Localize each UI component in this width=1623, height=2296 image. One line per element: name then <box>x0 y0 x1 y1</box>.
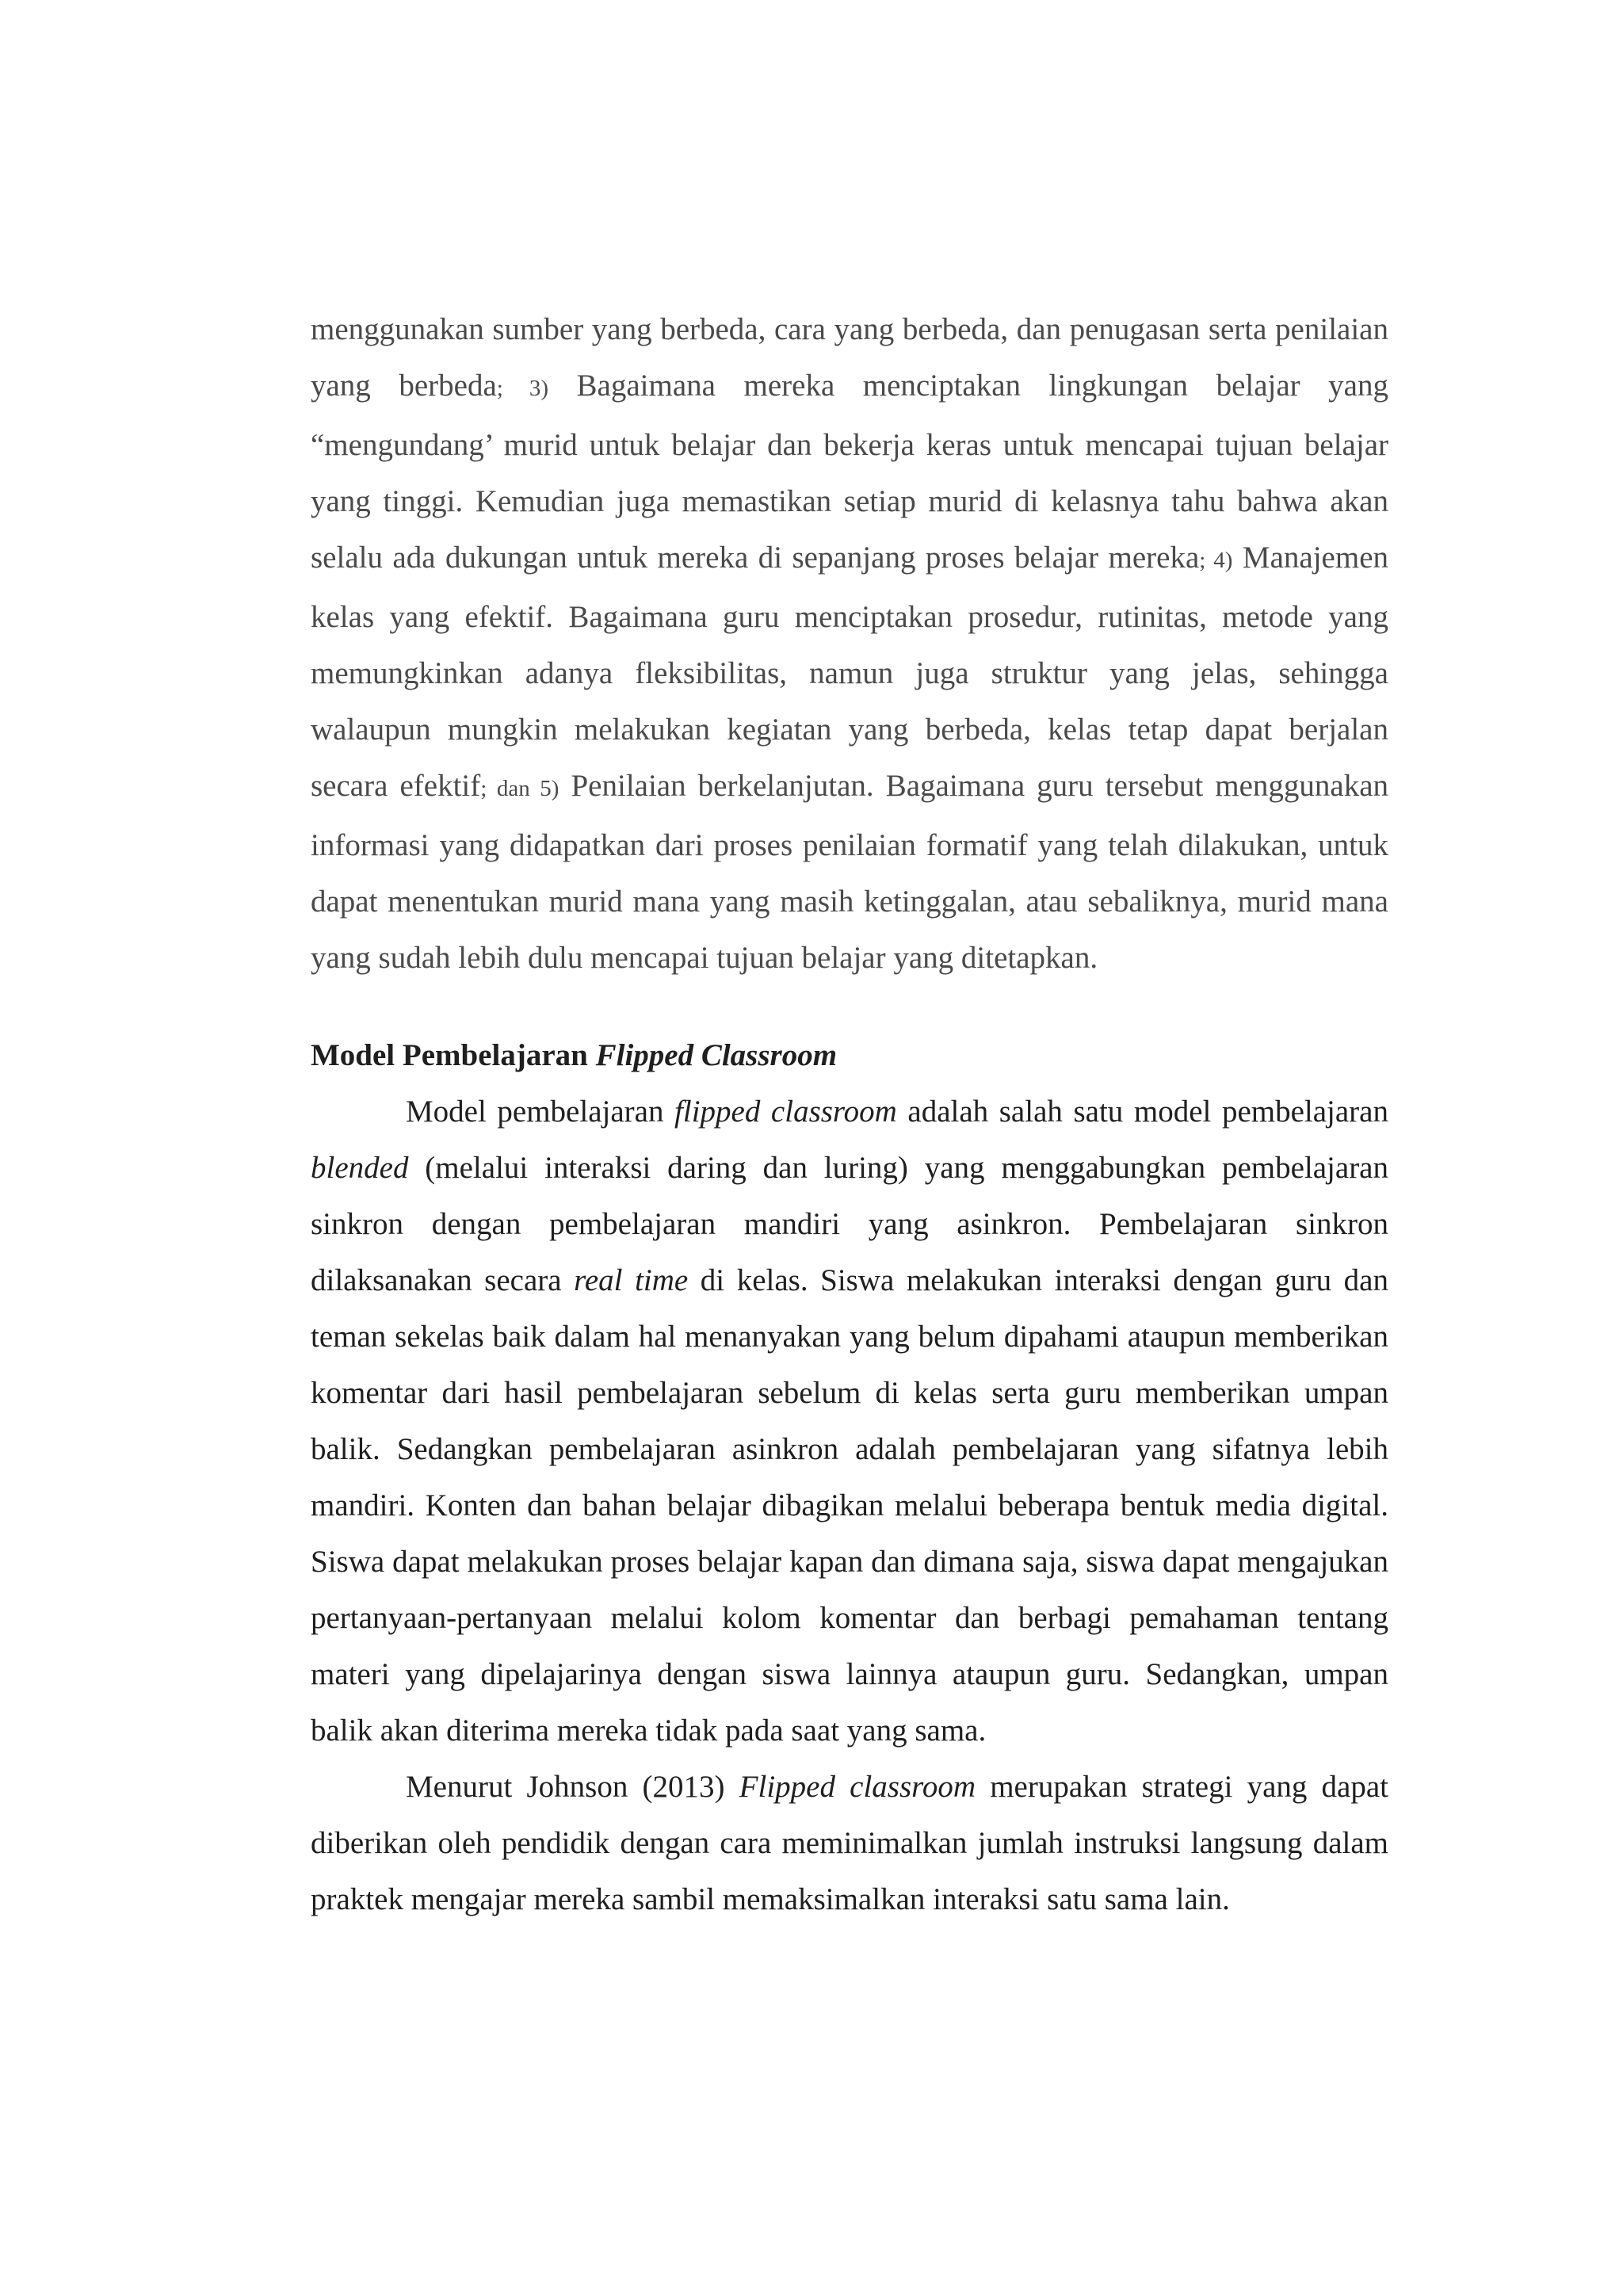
paragraph-differentiation <box>311 301 1388 986</box>
section-heading <box>311 1027 1388 1083</box>
paragraph3-text-2: merupakan strategi yang dapat diberikan oleh pendidik dengan cara meminimalkan jumlah instruksi langsung dalam praktek mengajar mereka sambil memaksimalkan interaksi satu sama lain. <box>311 1770 1389 1916</box>
paragraph2-text-2: adalah salah satu model pembelajaran <box>896 1095 1388 1129</box>
paragraph3-italic-1: Flipped classroom <box>739 1770 976 1804</box>
heading-italic-text: Flipped Classroom <box>595 1038 838 1072</box>
paragraph3-text-1: Menurut Johnson (2013) <box>406 1770 739 1804</box>
paragraph2-text-4: di kelas. Siswa melakukan interaksi dengan guru dan teman sekelas baik dalam hal menanyakan yang belum dipahami ataupun memberikan komentar dari hasil pembelajaran sebelum di kelas serta guru memberikan umpan balik. Sedangkan pembelajaran asinkron adalah pembelajaran yang sifatnya lebih mandiri. Konten dan bahan belajar dibagikan melalui beberapa bentuk media digital. Siswa dapat melakukan proses belajar kapan dan dimana saja, siswa dapat mengajukan pertanyaan-pertanyaan melalui kolom komentar dan berbagi pemahaman tentang materi yang dipelajarinya dengan siswa lainnya ataupun guru. Sedangkan, umpan balik akan diterima mereka tidak pada saat yang sama. <box>311 1263 1388 1748</box>
paragraph1-text-1: menggunakan sumber yang berbeda, cara yang berbeda, dan penugasan serta penilaian yang berbeda <box>311 312 1388 403</box>
paragraph2-text-1: Model pembelajaran <box>406 1095 675 1129</box>
paragraph-johnson <box>311 1759 1388 1927</box>
heading-text: Model Pembelajaran <box>311 1038 596 1072</box>
list-marker-5: ; dan 5) <box>480 776 559 801</box>
list-marker-3: ; 3) <box>496 376 549 401</box>
paragraph1-text-4: Penilaian berkelanjutan. Bagaimana guru tersebut menggunakan informasi yang didapatkan dari proses penilaian formatif yang telah dilakukan, untuk dapat menentukan murid mana yang masih ketinggalan, atau sebaliknya, murid mana yang sudah lebih dulu mencapai tujuan belajar yang ditetapkan. <box>311 769 1389 975</box>
paragraph2-text-3: (melalui interaksi daring dan luring) yang menggabungkan pembelajaran sinkron dengan pembelajaran mandiri yang asinkron. Pembelajaran sinkron dilaksanakan secara <box>311 1151 1388 1297</box>
paragraph-flipped-definition <box>311 1083 1388 1759</box>
list-marker-4: ; 4) <box>1199 548 1233 573</box>
paragraph2-italic-1: flipped classroom <box>674 1095 897 1129</box>
document-page <box>311 301 1388 1927</box>
paragraph1-text-3: Manajemen kelas yang efektif. Bagaimana guru menciptakan prosedur, rutinitas, metode yang memungkinkan adanya fleksibilitas, namun juga struktur yang jelas, sehingga walaupun mungkin melakukan kegiatan yang berbeda, kelas tetap dapat berjalan secara efektif <box>311 541 1389 803</box>
paragraph2-italic-2: blended <box>311 1151 409 1185</box>
paragraph2-italic-3: real time <box>574 1263 689 1297</box>
paragraph1-text-2: Bagaimana mereka menciptakan lingkungan belajar yang “mengundang’ murid untuk belajar dan bekerja keras untuk mencapai tujuan belajar yang tinggi. Kemudian juga memastikan setiap murid di kelasnya tahu bahwa akan selalu ada dukungan untuk mereka di sepanjang proses belajar mereka <box>311 369 1388 575</box>
